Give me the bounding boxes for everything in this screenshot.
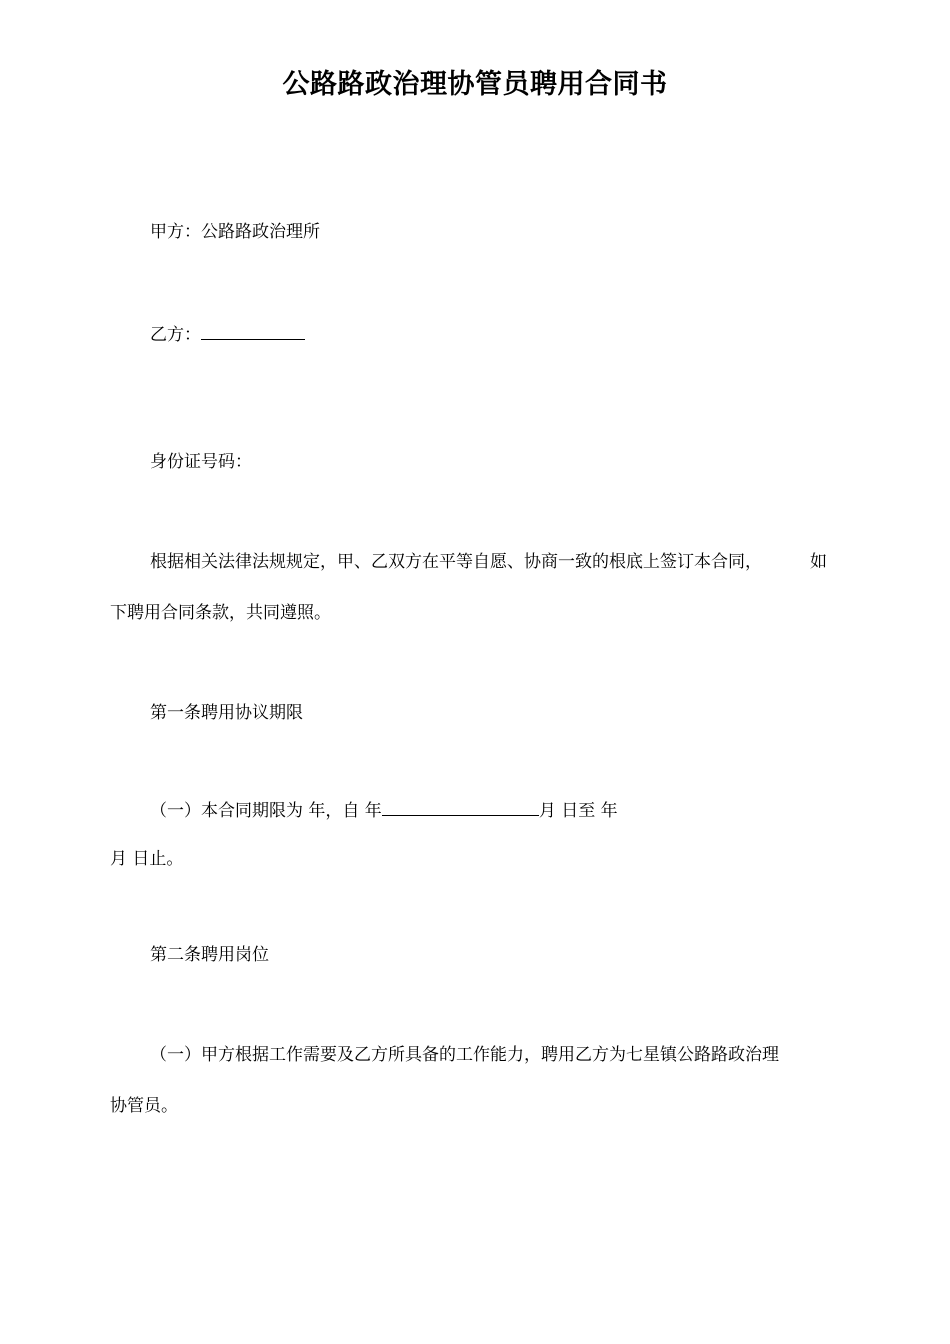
document-title: 公路路政治理协管员聘用合同书 bbox=[282, 69, 668, 100]
party-b-label: 乙方： bbox=[150, 325, 201, 345]
article-1-item-1-part-1: （一）本合同期限为 年，自 年 bbox=[150, 801, 382, 821]
article-2-item-1-line-1: （一）甲方根据工作需要及乙方所具备的工作能力，聘用乙方为七星镇公路路政治理 bbox=[150, 1045, 779, 1065]
article-1-title: 第一条聘用协议期限 bbox=[150, 703, 303, 723]
article-2-item-1-line-2: 协管员。 bbox=[110, 1096, 178, 1116]
preamble-line-2: 下聘用合同条款，共同遵照。 bbox=[110, 603, 331, 623]
article-2-title: 第二条聘用岗位 bbox=[150, 945, 269, 965]
party-b-blank bbox=[201, 321, 305, 340]
date-blank bbox=[382, 797, 539, 816]
preamble-line-1-end: 如 bbox=[810, 552, 827, 572]
article-1-item-1-part-2: 月 日至 年 bbox=[538, 801, 618, 821]
id-number-label: 身份证号码： bbox=[150, 452, 252, 472]
party-b-row bbox=[150, 321, 305, 347]
article-1-item-1-line-2: 月 日止。 bbox=[110, 849, 184, 869]
party-a: 甲方：公路路政治理所 bbox=[150, 222, 320, 242]
preamble-line-1: 根据相关法律法规规定，甲、乙双方在平等自愿、协商一致的根底上签订本合同， bbox=[150, 552, 762, 572]
article-1-item-1 bbox=[150, 797, 618, 823]
